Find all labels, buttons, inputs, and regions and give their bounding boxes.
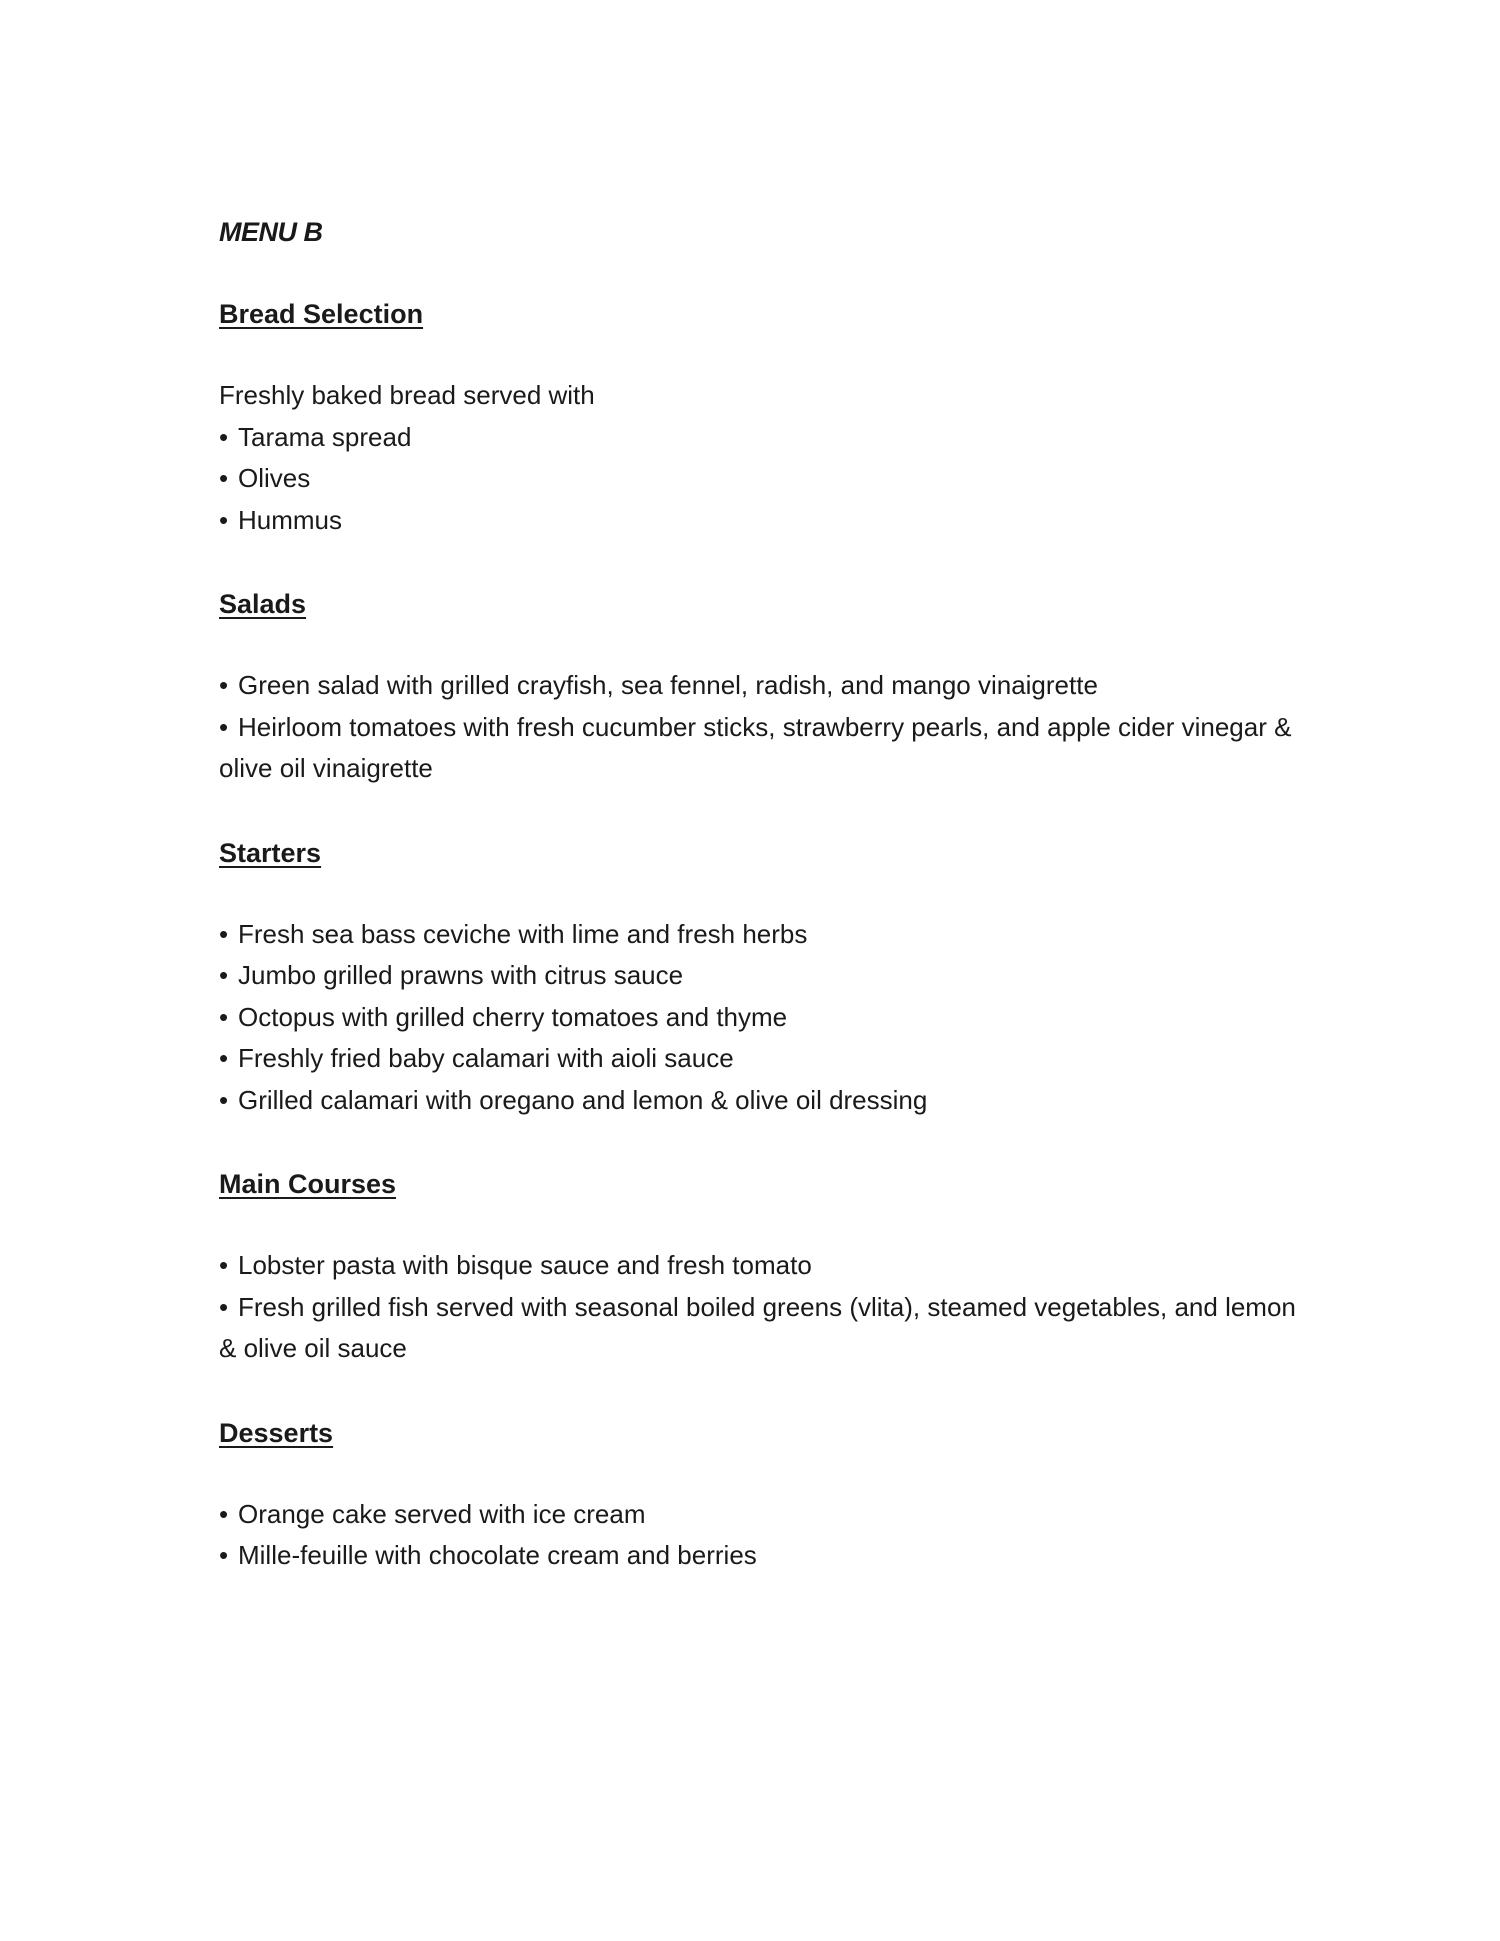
section-heading: Salads bbox=[219, 589, 307, 619]
item-text: Lobster pasta with bisque sauce and fresh tomato bbox=[238, 1250, 812, 1280]
item-text: Mille-feuille with chocolate cream and berries bbox=[238, 1540, 757, 1570]
item-text: Hummus bbox=[238, 504, 343, 535]
bullet-icon: • bbox=[219, 1001, 229, 1032]
bullet-icon: • bbox=[219, 1043, 229, 1073]
bullet-icon: • bbox=[219, 463, 229, 493]
bullet-icon: • bbox=[219, 1250, 229, 1280]
item-list bbox=[219, 417, 1299, 542]
bullet-icon: • bbox=[219, 918, 229, 949]
list-item bbox=[219, 997, 1299, 1039]
item-text: Fresh sea bass ceviche with lime and fresh herbs bbox=[238, 918, 808, 949]
section-desserts bbox=[219, 1412, 1299, 1577]
section-heading: Main Courses bbox=[219, 1169, 397, 1199]
item-text: Grilled calamari with oregano and lemon & olive oil dressing bbox=[238, 1084, 928, 1115]
list-item bbox=[219, 1245, 1299, 1287]
item-list bbox=[219, 1494, 1299, 1577]
item-text: Tarama spread bbox=[238, 421, 412, 452]
item-text: Fresh grilled fish served with seasonal boiled greens (vlita), steamed vegetables, and lemon & olive oil sauce bbox=[219, 1291, 1296, 1363]
list-item bbox=[219, 1038, 1299, 1080]
list-item bbox=[219, 914, 1299, 956]
bullet-icon: • bbox=[219, 960, 229, 990]
list-item bbox=[219, 707, 1299, 790]
section-intro: Freshly baked bread served with bbox=[219, 380, 595, 410]
item-text: Green salad with grilled crayfish, sea fennel, radish, and mango vinaigrette bbox=[238, 670, 1098, 700]
section-heading: Desserts bbox=[219, 1417, 334, 1448]
section-heading: Starters bbox=[219, 837, 322, 868]
bullet-icon: • bbox=[219, 711, 229, 742]
bullet-icon: • bbox=[219, 670, 229, 700]
bullet-icon: • bbox=[219, 421, 229, 452]
bullet-icon: • bbox=[219, 504, 229, 535]
list-item bbox=[219, 1080, 1299, 1122]
menu-title: MENU B bbox=[219, 217, 323, 247]
list-item bbox=[219, 1535, 1299, 1577]
menu-page bbox=[219, 210, 1299, 1619]
item-text: Octopus with grilled cherry tomatoes and thyme bbox=[238, 1001, 788, 1032]
item-text: Heirloom tomatoes with fresh cucumber sticks, strawberry pearls, and apple cider vinegar & olive oil vinaigrette bbox=[219, 711, 1292, 783]
list-item bbox=[219, 665, 1299, 707]
section-starters bbox=[219, 832, 1299, 1122]
item-list bbox=[219, 1245, 1299, 1370]
section-bread-selection bbox=[219, 293, 1299, 541]
list-item bbox=[219, 417, 1299, 459]
list-item bbox=[219, 1494, 1299, 1536]
section-main-courses bbox=[219, 1163, 1299, 1370]
section-heading: Bread Selection bbox=[219, 299, 424, 329]
list-item bbox=[219, 955, 1299, 997]
item-list bbox=[219, 665, 1299, 790]
item-text: Olives bbox=[238, 463, 311, 493]
item-text: Orange cake served with ice cream bbox=[238, 1498, 646, 1529]
item-text: Freshly fried baby calamari with aioli sauce bbox=[238, 1043, 734, 1073]
list-item bbox=[219, 500, 1299, 542]
item-list bbox=[219, 914, 1299, 1122]
bullet-icon: • bbox=[219, 1291, 229, 1322]
bullet-icon: • bbox=[219, 1498, 229, 1529]
list-item bbox=[219, 1287, 1299, 1370]
item-text: Jumbo grilled prawns with citrus sauce bbox=[238, 960, 684, 990]
bullet-icon: • bbox=[219, 1084, 229, 1115]
bullet-icon: • bbox=[219, 1540, 229, 1570]
list-item bbox=[219, 458, 1299, 500]
section-salads bbox=[219, 583, 1299, 790]
